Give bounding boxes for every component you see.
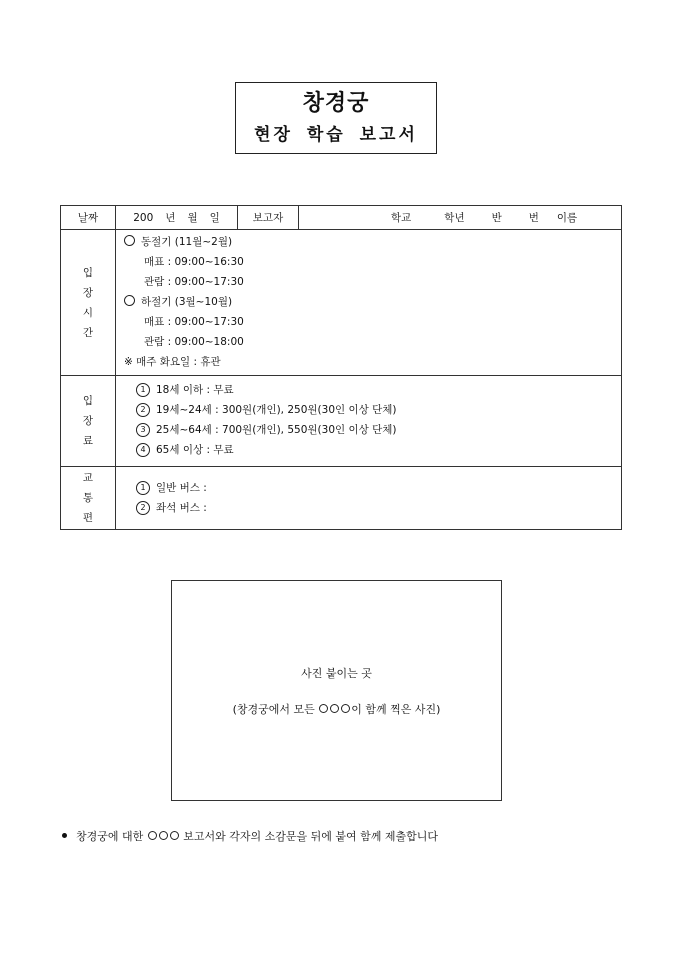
fee-item: 4 65세 이상 : 무료: [136, 440, 621, 460]
school-label: 학교: [391, 212, 412, 224]
circled-number-icon: 1: [136, 383, 150, 397]
photo-placeholder: [171, 580, 502, 801]
admission-fee-content: [116, 376, 622, 467]
header-row: [61, 206, 622, 230]
info-table: [60, 205, 622, 530]
date-year-unit: 년: [165, 212, 176, 224]
circle-blank-icon: [159, 831, 168, 840]
circled-number-icon: 4: [136, 443, 150, 457]
transport-item: 1 일반 버스 :: [136, 478, 621, 498]
circle-blank-icon: [170, 831, 179, 840]
fee-item: 2 19세~24세 : 300원(개인), 250원(30인 이상 단체): [136, 400, 621, 420]
circle-blank-icon: [330, 704, 339, 713]
photo-title: 사진 붙이는 곳: [301, 667, 372, 680]
number-label: 번: [528, 212, 539, 224]
circle-bullet-icon: [124, 295, 135, 306]
grade-label: 학년: [444, 212, 465, 224]
date-month-unit: 월: [187, 212, 198, 224]
fee-item: 3 25세~64세 : 700원(개인), 550원(30인 이상 단체): [136, 420, 621, 440]
summer-title: 하절기 (3월~10월): [141, 296, 233, 308]
reporter-fields: [299, 206, 622, 230]
title-sub: 현장 학습 보고서: [254, 125, 418, 145]
circled-number-icon: 2: [136, 403, 150, 417]
admission-time-label: 입 장 시 간: [61, 230, 116, 376]
circled-number-icon: 1: [136, 481, 150, 495]
transport-content: [116, 467, 622, 530]
submission-note: 창경궁에 대한 보고서와 각자의 소감문을 뒤에 붙여 함께 제출합니다: [62, 828, 438, 844]
fee-item: 1 18세 이하 : 무료: [136, 380, 621, 400]
title-box: [235, 82, 437, 154]
winter-title: 동절기 (11월~2월): [141, 236, 233, 248]
admission-fee-label: 입 장 료: [61, 376, 116, 467]
circle-blank-icon: [319, 704, 328, 713]
admission-time-content: [116, 230, 622, 376]
circle-bullet-icon: [124, 235, 135, 246]
circled-number-icon: 2: [136, 501, 150, 515]
admission-fee-row: [61, 376, 622, 467]
winter-viewing: 관람 : 09:00~17:30: [144, 276, 244, 288]
name-label: 이름: [556, 212, 578, 224]
title-main: 창경궁: [302, 90, 370, 116]
class-label: 반: [491, 212, 502, 224]
winter-ticket: 매표 : 09:00~16:30: [144, 256, 244, 268]
photo-caption: (창경궁에서 모든 이 함께 찍은 사진): [232, 703, 441, 716]
summer-ticket: 매표 : 09:00~17:30: [144, 316, 244, 328]
transport-item: 2 좌석 버스 :: [136, 498, 621, 518]
admission-time-row: [61, 230, 622, 376]
date-label: 날짜: [61, 206, 116, 230]
transport-label: 교 통 편: [61, 467, 116, 530]
reporter-label: 보고자: [238, 206, 299, 230]
circle-blank-icon: [341, 704, 350, 713]
bullet-icon: [62, 833, 67, 838]
date-day-unit: 일: [209, 212, 220, 224]
date-year: 200: [133, 212, 154, 224]
transport-row: [61, 467, 622, 530]
circled-number-icon: 3: [136, 423, 150, 437]
closed-note: ※ 매주 화요일 : 휴관: [124, 356, 221, 368]
summer-viewing: 관람 : 09:00~18:00: [144, 336, 244, 348]
date-field: [116, 206, 238, 230]
circle-blank-icon: [148, 831, 157, 840]
